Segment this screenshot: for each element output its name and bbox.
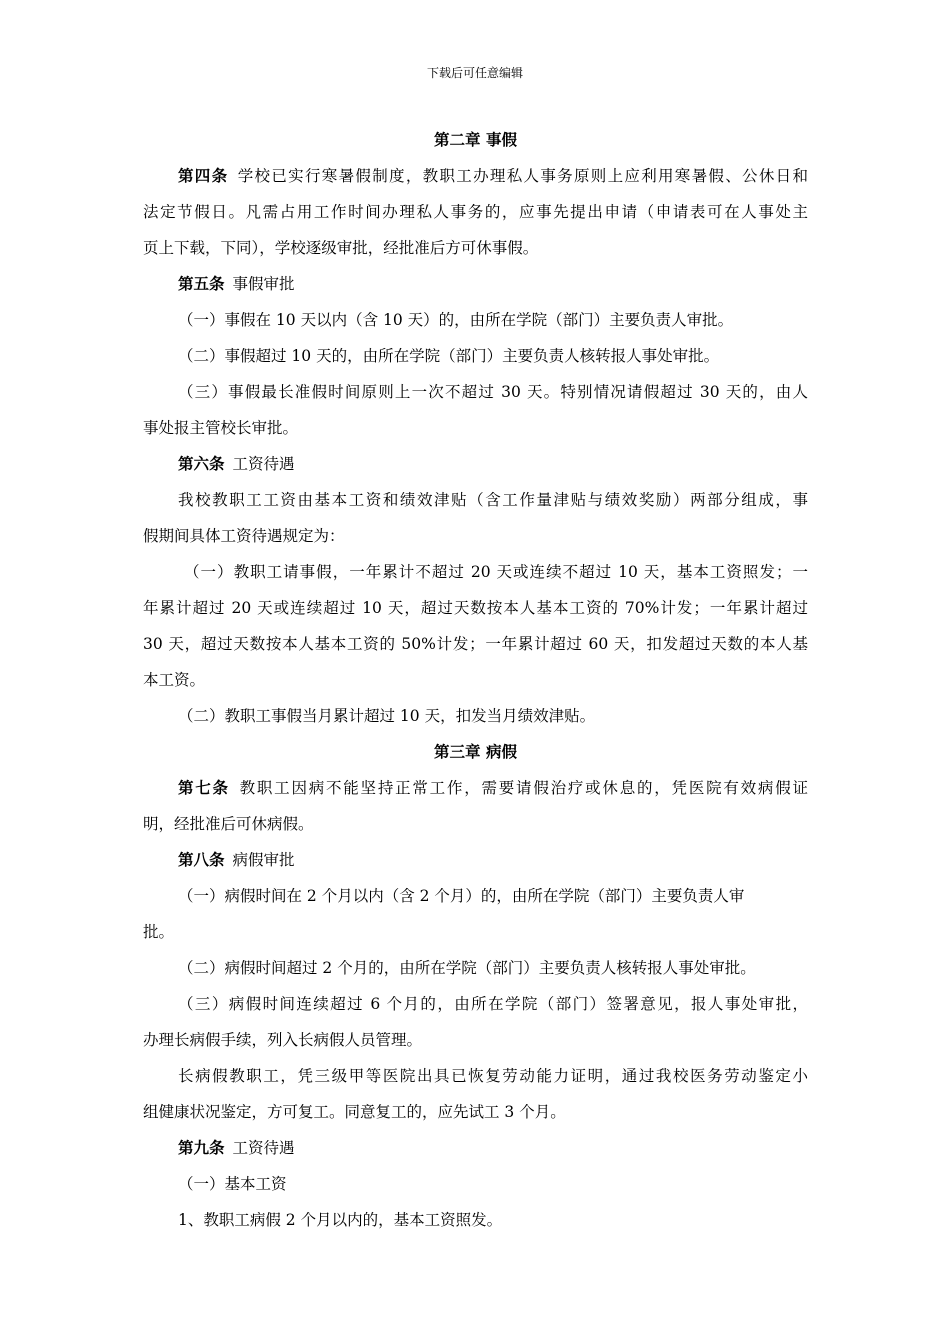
- article-6-item-1-line-2: 年累计超过 20 天或连续超过 10 天，超过天数按本人基本工资的 70%计发；一年累计超过: [143, 599, 808, 617]
- article-5-item-1: （一）事假在 10 天以内（含 10 天）的，由所在学院（部门）主要负责人审批。: [178, 311, 734, 329]
- article-6-title: 工资待遇: [232, 455, 295, 473]
- article-4-line-1: [143, 158, 808, 194]
- article-6-para-line-1: 我校教职工工资由基本工资和绩效津贴（含工作量津贴与绩效奖励）两部分组成，事: [178, 491, 808, 509]
- page-header: 下载后可任意编辑: [426, 66, 523, 80]
- article-8-item-1-line-1: （一）病假时间在 2 个月以内（含 2 个月）的，由所在学院（部门）主要负责人审: [178, 887, 745, 905]
- article-8-item-1-line-2: 批。: [143, 923, 175, 941]
- article-6-label: 第六条: [178, 454, 225, 473]
- article-4-line-2: 法定节假日。凡需占用工作时间办理私人事务的，应事先提出申请（申请表可在人事处主: [143, 203, 808, 221]
- article-6-heading: [143, 446, 808, 482]
- article-8-heading: [143, 842, 808, 878]
- article-5-item-3-line-2: 事处报主管校长审批。: [143, 419, 299, 437]
- article-8-label: 第八条: [178, 850, 225, 869]
- article-7-text: 教职工因病不能坚持正常工作，需要请假治疗或休息的，凭医院有效病假证: [237, 779, 808, 797]
- article-9-item-1-1: 1、教职工病假 2 个月以内的，基本工资照发。: [178, 1211, 503, 1229]
- article-8-para-line-2: 组健康状况鉴定，方可复工。同意复工的，应先试工 3 个月。: [143, 1103, 566, 1121]
- article-5-heading: [143, 266, 808, 302]
- article-4-label: 第四条: [178, 166, 229, 185]
- article-9-title: 工资待遇: [232, 1139, 295, 1157]
- article-5-item-2: （二）事假超过 10 天的，由所在学院（部门）主要负责人核转报人事处审批。: [178, 347, 720, 365]
- article-8-item-2: （二）病假时间超过 2 个月的，由所在学院（部门）主要负责人核转报人事处审批。: [178, 959, 756, 977]
- article-8-item-3-line-2: 办理长病假手续，列入长病假人员管理。: [143, 1031, 423, 1049]
- article-8-item-3-line-1: （三）病假时间连续超过 6 个月的，由所在学院（部门）签署意见，报人事处审批，: [178, 995, 808, 1013]
- article-9-item-1: （一）基本工资: [178, 1175, 287, 1193]
- article-4-line-3: 页上下载，下同），学校逐级审批，经批准后方可休事假。: [143, 239, 539, 257]
- article-7-line-1: [143, 770, 808, 806]
- article-8-para-line-1: 长病假教职工，凭三级甲等医院出具已恢复劳动能力证明，通过我校医务劳动鉴定小: [178, 1067, 808, 1085]
- article-8-title: 病假审批: [232, 851, 295, 869]
- article-6-para-line-2: 假期间具体工资待遇规定为：: [143, 527, 345, 545]
- article-4-text: 学校已实行寒暑假制度，教职工办理私人事务原则上应利用寒暑假、公休日和: [236, 167, 808, 185]
- article-5-label: 第五条: [178, 274, 225, 293]
- document-body: [143, 122, 808, 1238]
- article-6-item-1-line-3: 30 天，超过天数按本人基本工资的 50%计发；一年累计超过 60 天，扣发超过天数的本人基: [143, 635, 808, 653]
- article-7-line-2: 明，经批准后可休病假。: [143, 815, 314, 833]
- article-5-item-3-line-1: （三）事假最长准假时间原则上一次不超过 30 天。特别情况请假超过 30 天的，由人: [178, 383, 808, 401]
- chapter-3-title: 第三章 病假: [434, 742, 517, 761]
- article-7-label: 第七条: [178, 778, 230, 797]
- article-5-title: 事假审批: [232, 275, 295, 293]
- chapter-2-title: 第二章 事假: [434, 130, 517, 149]
- article-6-item-2: （二）教职工事假当月累计超过 10 天，扣发当月绩效津贴。: [178, 707, 596, 725]
- article-9-heading: [143, 1130, 808, 1166]
- article-6-item-1-line-1: （一）教职工请事假，一年累计不超过 20 天或连续不超过 10 天，基本工资照发；一: [184, 563, 808, 581]
- article-6-item-1-line-4: 本工资。: [143, 671, 206, 689]
- article-9-label: 第九条: [178, 1138, 225, 1157]
